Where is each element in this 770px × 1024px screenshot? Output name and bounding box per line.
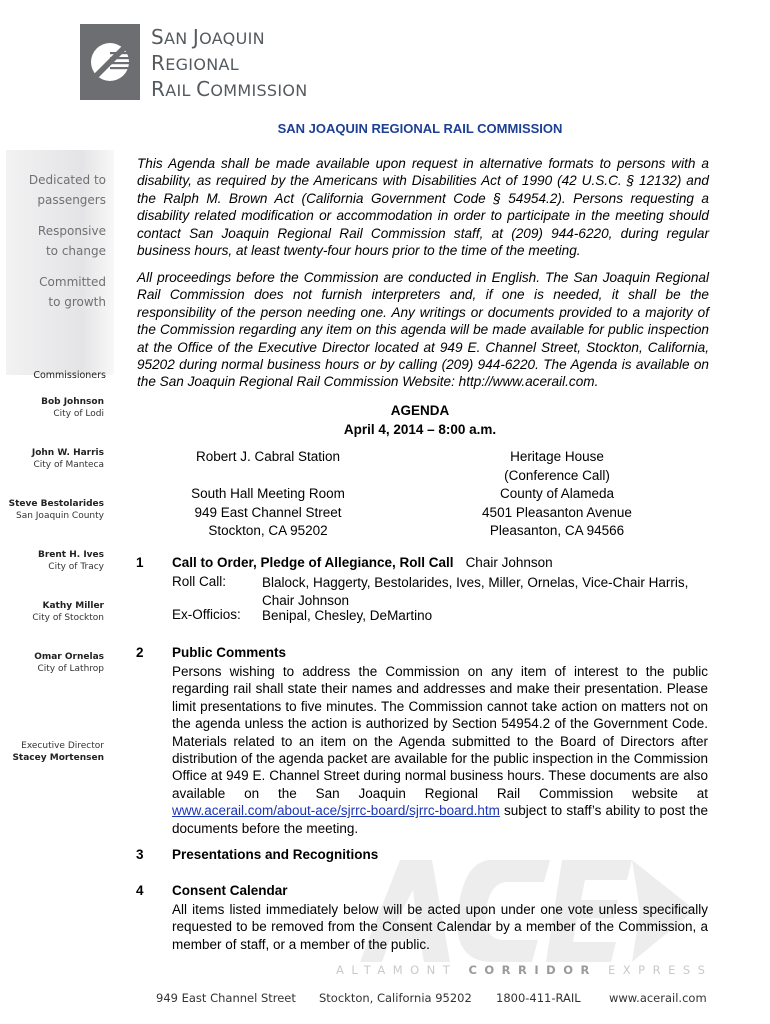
commissioner-name: Kathy Miller bbox=[42, 601, 104, 611]
org-name-line3: RAIL COMMISSION bbox=[151, 77, 308, 101]
footer-address: 949 East Channel Street bbox=[156, 991, 296, 1005]
roll-call-label: Roll Call: bbox=[172, 574, 227, 589]
org-name-line2: REGIONAL bbox=[151, 51, 239, 75]
tagline: Responsive bbox=[37, 224, 106, 238]
accessibility-paragraph: This Agenda shall be made available upon request in alternative formats to persons with a disability, as required by the Americans with Disabilities Act of 1990 (42 U.S.C. § 12132) and the Ralph M. Brown Act (California Government Code § 54954.2). Persons requesting a disability related modification or accommodation in order to participate in the meeting should contact San Joaquin Regional Rail Commission staff, at (209) 944-6220, during regular business hours, at least twenty-four hours prior to the time of the meeting. bbox=[137, 156, 709, 259]
board-documents-link[interactable]: www.acerail.com/about-ace/sjrrc-board/sjrrc-board.htm bbox=[172, 803, 500, 819]
footer-phone: 1800-411-RAIL bbox=[496, 991, 581, 1005]
proceedings-paragraph: All proceedings before the Commission are conducted in English. The San Joaquin Regional Rail Commission does not furnish interpreters and, if one is needed, it shall be the responsibility of the person needing one. Any writings or documents provided to a majority of the Commission regarding any item on this agenda will be made available for public inspection at the Office of the Executive Director located at 949 E. Channel Street, Stockton, California, 95202 during normal business hours or by calling (209) 944-6220. The Agenda is available on the San Joaquin Regional Rail Commission Website: http://www.acerail.com. bbox=[137, 270, 709, 390]
item-number: 4 bbox=[136, 883, 144, 898]
tagline: to growth bbox=[48, 295, 106, 309]
location-line: Heritage House bbox=[510, 449, 604, 464]
commissioner-org: City of Tracy bbox=[48, 562, 104, 572]
commissioner-org: City of Stockton bbox=[32, 613, 104, 623]
item-title: Public Comments bbox=[172, 645, 287, 660]
commission-logo bbox=[80, 24, 140, 100]
document-title: SAN JOAQUIN REGIONAL RAIL COMMISSION bbox=[277, 121, 563, 136]
commissioner-entry bbox=[6, 651, 104, 675]
commissioner-entry bbox=[6, 549, 104, 573]
agenda-date: April 4, 2014 – 8:00 a.m. bbox=[343, 422, 497, 437]
commissioner-name: Bob Johnson bbox=[41, 397, 104, 407]
commissioner-name: John W. Harris bbox=[31, 448, 104, 458]
location-line: (Conference Call) bbox=[504, 467, 610, 483]
tagline: passengers bbox=[37, 193, 106, 207]
org-name-line1: SAN JOAQUIN bbox=[151, 25, 265, 49]
commissioners-heading: Commissioners bbox=[33, 370, 106, 381]
commissioner-entry bbox=[6, 447, 104, 471]
commissioner-org: City of Manteca bbox=[33, 460, 104, 470]
item-number: 1 bbox=[136, 555, 144, 570]
item-number: 3 bbox=[136, 847, 144, 862]
location-primary bbox=[148, 448, 388, 541]
tagline-word-bold: CORRIDOR bbox=[468, 963, 597, 977]
ex-officios-label: Ex-Officios: bbox=[172, 607, 241, 622]
commissioner-entry bbox=[6, 498, 104, 522]
item-title: Presentations and Recognitions bbox=[172, 847, 379, 862]
location-secondary bbox=[437, 448, 677, 541]
commissioner-name: Steve Bestolarides bbox=[8, 499, 104, 509]
commissioner-entry bbox=[6, 600, 104, 624]
commissioner-org: City of Lathrop bbox=[37, 664, 104, 674]
location-line: Stockton, CA 95202 bbox=[208, 523, 328, 538]
tagline: Dedicated to bbox=[28, 173, 106, 187]
public-comments-text-end: subject to staff’s ability to post the documents before the meeting. bbox=[172, 803, 708, 836]
item-presenter: Chair Johnson bbox=[465, 555, 553, 570]
executive-name: Stacey Mortensen bbox=[12, 753, 104, 763]
executive-director bbox=[6, 740, 104, 764]
location-line: County of Alameda bbox=[499, 486, 615, 501]
location-line: Pleasanton, CA 94566 bbox=[489, 523, 625, 538]
commissioner-entry bbox=[6, 396, 104, 420]
item-title-text: Call to Order, Pledge of Allegiance, Roll Call bbox=[172, 555, 454, 570]
public-comments-text: Persons wishing to address the Commission on any item of interest to the public regarding rail shall state their names and addresses and make their presentation. Please limit presentations to five minutes. The Commission cannot take action on matters not on the agenda unless the action is authorized by Section 54954.2 of the Government Code. Materials related to an item on the Agenda submitted to the Board of Directors after distribution of the agenda packet are available for the public inspection in the Commission Office at 949 E. Channel Street during normal business hours. These documents are also available on the San Joaquin Regional Rail Commission website at bbox=[172, 664, 708, 801]
public-comments-body bbox=[172, 663, 708, 837]
commissioner-name: Brent H. Ives bbox=[37, 550, 104, 560]
item-title: Consent Calendar bbox=[172, 883, 288, 898]
tagline-word: ALTAMONT bbox=[336, 963, 458, 977]
footer-website[interactable]: www.acerail.com bbox=[609, 991, 707, 1005]
ex-officios-value: Benipal, Chesley, DeMartino bbox=[262, 608, 433, 623]
executive-title: Executive Director bbox=[21, 741, 104, 751]
location-line bbox=[148, 467, 388, 486]
roll-call-value: Blalock, Haggerty, Bestolarides, Ives, Miller, Ornelas, Vice-Chair Harris, Chair Johnson bbox=[262, 575, 689, 608]
location-line: Robert J. Cabral Station bbox=[195, 449, 341, 464]
agenda-heading: AGENDA bbox=[390, 403, 450, 418]
location-line: 949 East Channel Street bbox=[194, 504, 342, 520]
location-line: South Hall Meeting Room bbox=[191, 486, 345, 501]
item-number: 2 bbox=[136, 645, 144, 660]
tagline: Committed bbox=[39, 275, 106, 289]
corridor-tagline bbox=[336, 963, 712, 977]
item-title bbox=[172, 555, 553, 570]
tagline-word: EXPRESS bbox=[608, 963, 713, 977]
location-line: 4501 Pleasanton Avenue bbox=[482, 504, 632, 520]
commissioner-org: City of Lodi bbox=[53, 409, 104, 419]
footer-city: Stockton, California 95202 bbox=[319, 991, 472, 1005]
tagline: to change bbox=[45, 244, 106, 258]
commissioner-name: Omar Ornelas bbox=[34, 652, 104, 662]
consent-calendar-body: All items listed immediately below will be acted upon under one vote unless specifically requested to be removed from the Consent Calendar by a member of the Commission, a member of staff, or a member of the public. bbox=[172, 902, 708, 952]
commissioner-org: San Joaquin County bbox=[15, 511, 104, 521]
